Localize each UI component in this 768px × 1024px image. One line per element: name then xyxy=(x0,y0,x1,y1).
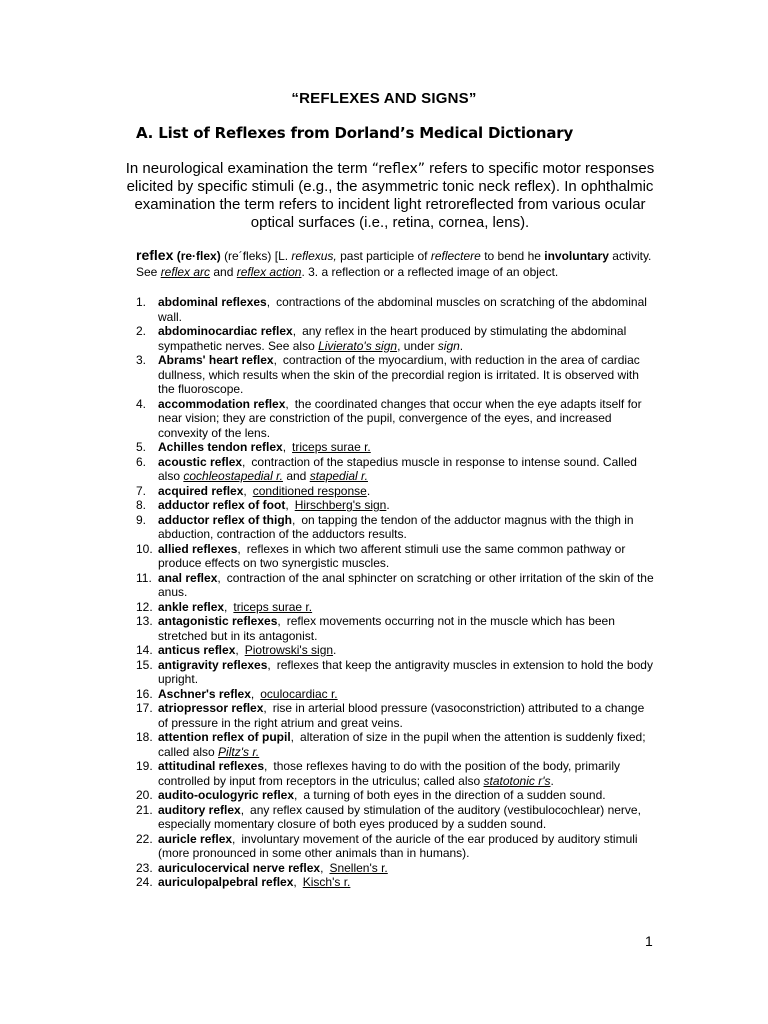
reflex-entry: 23. auriculocervical nerve reflex, Snellen's r. xyxy=(136,860,388,875)
entry-description: . xyxy=(459,338,464,353)
entry-number: 6. xyxy=(136,454,147,469)
entry-number: 10. xyxy=(136,541,153,556)
reflex-entry: 21. auditory reflex, any reflex caused by stimulation of the auditory (vestibulocochlear) nerve, especially momentary closure of both eyes produced by a sudden sound. xyxy=(136,802,641,831)
entry-term: auriculocervical nerve reflex xyxy=(158,860,321,875)
entry-number: 17. xyxy=(136,701,153,715)
reflex-entry: 15. antigravity reflexes, reflexes that keep the antigravity muscles in extension to hold the body upright. xyxy=(136,657,653,686)
definition-text: activity. See xyxy=(136,249,652,279)
reflex-entry: 22. auricle reflex, involuntary movement of the auricle of the ear produced by auditory stimuli (more pronounced in some other animals than in humans). xyxy=(136,831,638,860)
cross-reference-link[interactable]: stapedial r. xyxy=(309,469,368,483)
entry-term: ankle reflex xyxy=(158,599,225,614)
definition-word: reflex xyxy=(136,247,174,263)
page-number: 1 xyxy=(645,933,653,949)
reflex-entry: 5. Achilles tendon reflex, triceps surae r. xyxy=(136,440,371,454)
entry-term: abdominocardiac reflex xyxy=(158,324,293,338)
entry-term: antigravity reflexes xyxy=(158,657,268,672)
reflex-arc-link[interactable]: reflex arc xyxy=(160,265,211,279)
entry-number: 13. xyxy=(136,614,153,628)
entry-term: Aschner's reflex xyxy=(158,686,251,701)
definition-pronunciation: (re´fleks) [L. xyxy=(224,249,292,263)
entry-term: auriculopalpebral reflex xyxy=(158,875,294,889)
entry-number: 5. xyxy=(136,440,147,454)
document-title: “REFLEXES AND SIGNS” xyxy=(291,90,477,107)
entry-number: 11. xyxy=(136,570,152,585)
entry-number: 20. xyxy=(136,788,153,802)
reflex-entry: 17. atriopressor reflex, rise in arterial blood pressure (vasoconstriction) attributed to a change of pressure in the right atrium and great veins. xyxy=(136,701,645,730)
entry-term: adductor reflex of foot xyxy=(158,498,286,512)
definition-syllables: (re·flex) xyxy=(176,249,221,263)
definition-bold-word: involuntary xyxy=(544,249,609,263)
reflex-entry: 14. anticus reflex, Piotrowski's sign. xyxy=(136,643,337,657)
intro-text-after: refers to specific motor responses elicited by specific stimuli (e.g., the asymmetric tonic neck reflex). In ophthalmic examination the term refers to incident light retroreflected from various ocular optical surfaces (i.e., retina, cornea, lens). xyxy=(126,160,655,231)
cross-reference-link[interactable]: oculocardiac r. xyxy=(260,686,338,701)
cross-reference-link[interactable]: Kisch's r. xyxy=(302,875,351,889)
entry-number: 4. xyxy=(136,396,147,411)
entry-description: the coordinated changes that occur when the eye adapts itself for near vision; they are constriction of the pupil, convergence of the eyes, and increased convexity of the lens. xyxy=(158,396,642,440)
entry-term: abdominal reflexes xyxy=(158,295,267,309)
cross-reference-link[interactable]: conditioned response xyxy=(252,483,367,498)
entry-term: accommodation reflex xyxy=(158,396,286,411)
reflex-entry: 2. abdominocardiac reflex, any reflex in the heart produced by stimulating the abdominal sympathetic nerves. See also Livierato's sign, under sign. xyxy=(136,324,627,353)
cross-reference-link[interactable]: statotonic r's xyxy=(483,773,551,788)
entry-description: any reflex in the heart produced by stimulating the abdominal sympathetic nerves. See also xyxy=(158,324,627,353)
cross-reference-link[interactable]: triceps surae r. xyxy=(292,440,371,454)
entry-number: 12. xyxy=(136,599,153,614)
definition-text: past participle of xyxy=(336,249,431,263)
entry-number: 18. xyxy=(136,730,153,744)
reflex-entry: 11. anal reflex, contraction of the anal sphincter on scratching or other irritation of the skin of the anus. xyxy=(136,570,654,599)
reflex-entry: 7. acquired reflex, conditioned response. xyxy=(136,483,371,498)
intro-text-before: In neurological examination the term xyxy=(125,160,372,177)
entry-description: . xyxy=(366,483,371,498)
cross-reference-link[interactable]: cochleostapedial r. xyxy=(183,469,283,483)
entry-term: Achilles tendon reflex xyxy=(158,440,283,454)
entry-italic-text: sign xyxy=(437,338,460,353)
cross-reference-link[interactable]: Piotrowski's sign xyxy=(244,643,334,657)
entry-description: rise in arterial blood pressure (vasoconstriction) attributed to a change of pressure in the right atrium and great veins. xyxy=(158,701,645,730)
entry-term: atriopressor reflex xyxy=(158,701,264,715)
definition-text: . 3. a reflection or a reflected image of an object. xyxy=(301,265,559,279)
entry-description: and xyxy=(282,469,310,483)
entry-description: reflex movements occurring not in the muscle which has been stretched but in its antagonist. xyxy=(158,614,615,643)
entry-number: 16. xyxy=(136,686,153,701)
entry-number: 21. xyxy=(136,802,153,817)
section-heading: A. List of Reflexes from Dorland’s Medical Dictionary xyxy=(136,124,574,142)
entry-number: 19. xyxy=(136,759,153,773)
cross-reference-link[interactable]: Hirschberg's sign xyxy=(294,498,387,512)
reflex-entry: 13. antagonistic reflexes, reflex movements occurring not in the muscle which has been stretched but in its antagonist. xyxy=(136,614,615,643)
entry-description: . xyxy=(333,643,337,657)
entry-term: attention reflex of pupil xyxy=(158,730,291,744)
entry-number: 7. xyxy=(136,483,147,498)
entry-term: auricle reflex xyxy=(158,831,233,846)
intro-paragraph xyxy=(120,160,660,232)
entry-description: contraction of the stapedius muscle in response to intense sound. Called also xyxy=(158,454,637,483)
entry-description: contractions of the abdominal muscles on scratching of the abdominal wall. xyxy=(158,295,647,324)
definition-latin-verb: reflectere xyxy=(430,249,481,263)
entry-description: , under xyxy=(397,338,438,353)
cross-reference-link[interactable]: Piltz's r. xyxy=(218,744,260,759)
definition-text: to bend he xyxy=(480,249,545,263)
entry-description: reflexes in which two afferent stimuli use the same common pathway or produce effects on two synergistic muscles. xyxy=(158,541,626,570)
reflex-entry: 6. acoustic reflex, contraction of the stapedius muscle in response to intense sound. Called also cochleostapedial r. and stapedial r. xyxy=(136,454,637,483)
reflex-definition xyxy=(136,247,656,280)
reflex-entry: 24. auriculopalpebral reflex, Kisch's r. xyxy=(136,875,351,889)
entry-number: 2. xyxy=(136,324,147,338)
entry-number: 1. xyxy=(136,295,147,309)
reflex-entry: 20. audito-oculogyric reflex, a turning of both eyes in the direction of a sudden sound. xyxy=(136,788,606,802)
entry-number: 15. xyxy=(136,657,153,672)
entry-term: anticus reflex xyxy=(158,643,236,657)
entry-number: 23. xyxy=(136,860,153,875)
entry-description: a turning of both eyes in the direction of a sudden sound. xyxy=(303,788,606,802)
definition-latin: reflexus, xyxy=(291,249,337,263)
reflex-entry: 10. allied reflexes, reflexes in which two afferent stimuli use the same common pathway or produce effects on two synergistic muscles. xyxy=(136,541,626,570)
entry-number: 14. xyxy=(136,643,153,657)
entry-term: audito-oculogyric reflex xyxy=(158,788,295,802)
entry-description: on tapping the tendon of the adductor magnus with the thigh in abduction, contraction of the adductors results. xyxy=(158,512,634,541)
reflex-entry: 19. attitudinal reflexes, those reflexes having to do with the position of the body, primarily controlled by input from receptors in the utriculus; called also statotonic r's. xyxy=(136,759,621,788)
reflex-action-link[interactable]: reflex action xyxy=(236,265,302,279)
reflex-entry: 3. Abrams' heart reflex, contraction of the myocardium, with reduction in the area of cardiac dullness, which results when the skin of the precordial region is irritated. It is observed with the fluoroscope. xyxy=(136,353,640,396)
entry-term: auditory reflex xyxy=(158,802,241,817)
reflex-entry: 18. attention reflex of pupil, alteration of size in the pupil when the attention is suddenly fixed; called also Piltz's r. xyxy=(136,730,646,759)
entry-number: 8. xyxy=(136,498,147,512)
entry-number: 24. xyxy=(136,875,153,889)
entry-description: contraction of the myocardium, with reduction in the area of cardiac dullness, which results when the skin of the precordial region is irritated. It is observed with the fluoroscope. xyxy=(158,353,640,396)
entry-term: attitudinal reflexes xyxy=(158,759,265,773)
entry-term: Abrams' heart reflex xyxy=(158,353,274,367)
reflex-list xyxy=(136,295,656,890)
intro-term: “reflex” xyxy=(371,161,425,177)
entry-number: 9. xyxy=(136,512,147,527)
entry-description: . xyxy=(550,773,554,788)
entry-term: anal reflex xyxy=(158,570,218,585)
entry-description: those reflexes having to do with the position of the body, primarily controlled by input from receptors in the utriculus; called also xyxy=(158,759,621,788)
cross-reference-link[interactable]: Snellen's r. xyxy=(329,860,388,875)
reflex-entry: 8. adductor reflex of foot, Hirschberg's sign. xyxy=(136,498,390,512)
definition-text: and xyxy=(210,265,237,279)
entry-description: any reflex caused by stimulation of the auditory (vestibulocochlear) nerve, especially momentary closure of both eyes produced by a sudden sound. xyxy=(158,802,641,831)
cross-reference-link[interactable]: triceps surae r. xyxy=(233,599,313,614)
entry-description: . xyxy=(386,498,390,512)
reflex-entry: 1. abdominal reflexes, contractions of the abdominal muscles on scratching of the abdominal wall. xyxy=(136,295,647,324)
entry-term: acquired reflex xyxy=(158,483,244,498)
entry-term: antagonistic reflexes xyxy=(158,614,278,628)
entry-description: reflexes that keep the antigravity muscles in extension to hold the body upright. xyxy=(158,657,653,686)
entry-description: alteration of size in the pupil when the attention is suddenly fixed; called also xyxy=(158,730,646,759)
entry-term: adductor reflex of thigh xyxy=(158,512,293,527)
reflex-entry: 4. accommodation reflex, the coordinated changes that occur when the eye adapts itself for near vision; they are constriction of the pupil, convergence of the eyes, and increased convexity of the lens. xyxy=(136,396,642,440)
entry-description: involuntary movement of the auricle of the ear produced by auditory stimuli (more pronounced in some other animals than in humans). xyxy=(158,831,638,860)
reflex-entry: 9. adductor reflex of thigh, on tapping the tendon of the adductor magnus with the thigh in abduction, contraction of the adductors results. xyxy=(136,512,634,541)
entry-description: contraction of the anal sphincter on scratching or other irritation of the skin of the anus. xyxy=(158,570,654,599)
reflex-entry: 16. Aschner's reflex, oculocardiac r. xyxy=(136,686,338,701)
entry-term: acoustic reflex xyxy=(158,454,243,469)
entry-number: 22. xyxy=(136,831,153,846)
entry-number: 3. xyxy=(136,353,147,367)
reflex-entry: 12. ankle reflex, triceps surae r. xyxy=(136,599,313,614)
entry-term: allied reflexes xyxy=(158,541,238,556)
cross-reference-link[interactable]: Livierato's sign xyxy=(318,338,398,353)
